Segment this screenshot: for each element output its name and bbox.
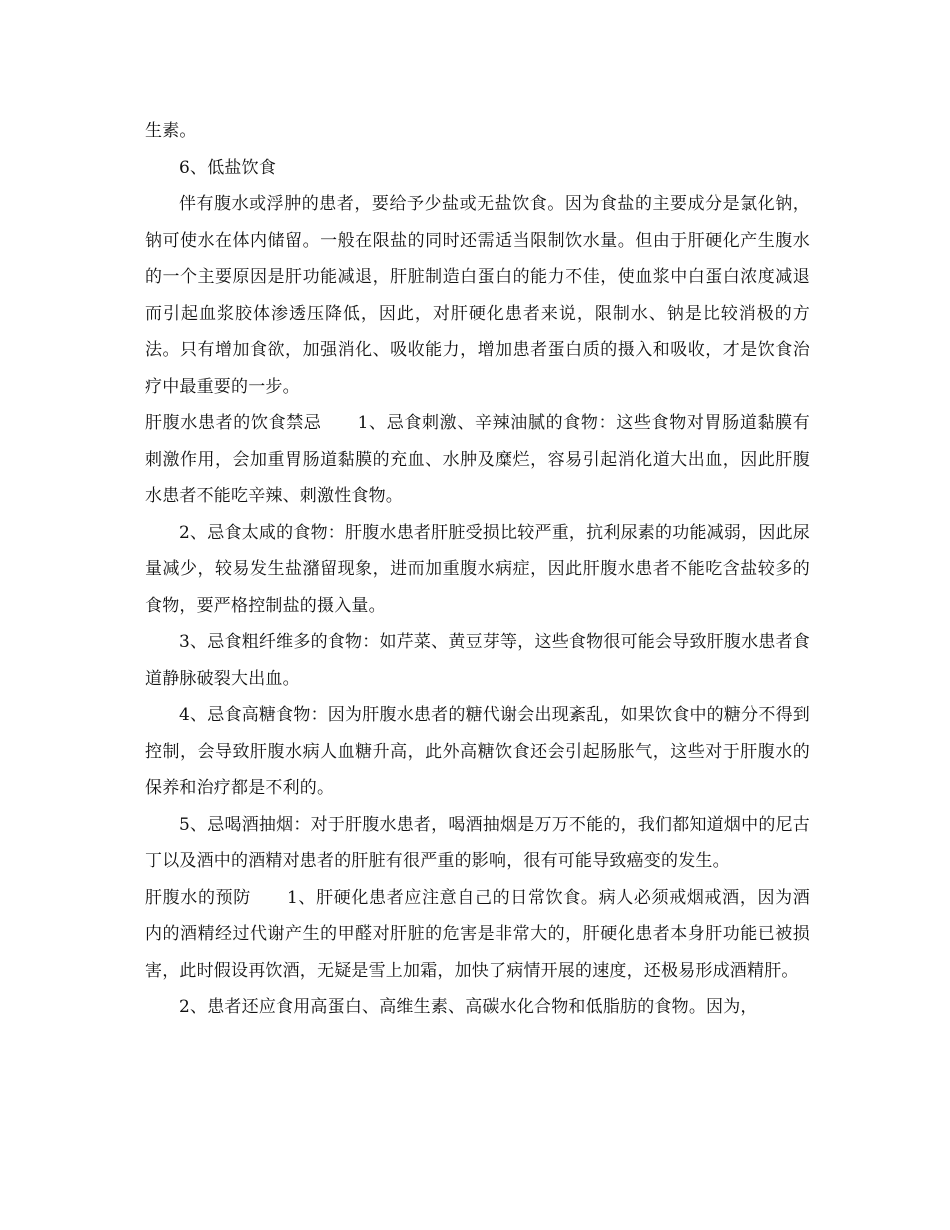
paragraph-prevention-1: 1、肝硬化患者应注意自己的日常饮食。病人必须戒烟戒酒，因为酒内的酒精经过代谢产生的甲醛对肝脏的危害是非常大的，肝硬化患者本身肝功能已被损害，此时假设再饮酒，无疑是雪上加霜，加快了病情开展的速度，还极易形成酒精肝。 xyxy=(145,887,810,981)
paragraph-taboo-2: 2、忌食太咸的食物：肝腹水患者肝脏受损比较严重，抗利尿素的功能减弱，因此尿量减少，较易发生盐潴留现象，进而加重腹水病症，因此肝腹水患者不能吃含盐较多的食物，要严格控制盐的摄入量。 xyxy=(145,522,810,616)
paragraph-prevention-2: 2、患者还应食用高蛋白、高维生素、高碳水化合物和低脂肪的食物。因为， xyxy=(179,997,758,1017)
section-heading-prevention: 肝腹水的预防 xyxy=(145,887,251,908)
paragraph-low-salt: 伴有腹水或浮肿的患者，要给予少盐或无盐饮食。因为食盐的主要成分是氯化钠，钠可使水在体内储留。一般在限盐的同时还需适当限制饮水量。但由于肝硬化产生腹水的一个主要原因是肝功能减退，肝脏制造白蛋白的能力不佳，使血浆中白蛋白浓度减退而引起血浆胶体渗透压降低，因此，对肝硬化患者来说，限制水、钠是比较消极的方法。只有增加食欲，加强消化、吸收能力，增加患者蛋白质的摄入和吸收，才是饮食治疗中最重要的一步。 xyxy=(145,194,810,397)
section-dietary-taboos xyxy=(145,405,810,515)
paragraph-taboo-3: 3、忌食粗纤维多的食物：如芹菜、黄豆芽等，这些食物很可能会导致肝腹水患者食道静脉破裂大出血。 xyxy=(145,632,810,689)
document-page xyxy=(145,113,810,1026)
paragraph-taboo-1: 1、忌食刺激、辛辣油腻的食物：这些食物对胃肠道黏膜有刺激作用，会加重胃肠道黏膜的充血、水肿及糜烂，容易引起消化道大出血，因此肝腹水患者不能吃辛辣、刺激性食物。 xyxy=(145,413,811,506)
section-prevention xyxy=(145,880,810,990)
section-heading-dietary-taboos: 肝腹水患者的饮食禁忌 xyxy=(145,413,322,433)
paragraph-taboo-5: 5、忌喝酒抽烟：对于肝腹水患者，喝酒抽烟是万万不能的，我们都知道烟中的尼古丁以及酒中的酒精对患者的肝脏有很严重的影响，很有可能导致癌变的发生。 xyxy=(145,814,810,871)
subheading-low-salt-diet: 6、低盐饮食 xyxy=(179,157,277,178)
paragraph-taboo-4: 4、忌食高糖食物：因为肝腹水患者的糖代谢会出现紊乱，如果饮食中的糖分不得到控制，会导致肝腹水病人血糖升高，此外高糖饮食还会引起肠胀气，这些对于肝腹水的保养和治疗都是不利的。 xyxy=(145,705,810,798)
paragraph-continuation: 生素。 xyxy=(145,121,197,141)
